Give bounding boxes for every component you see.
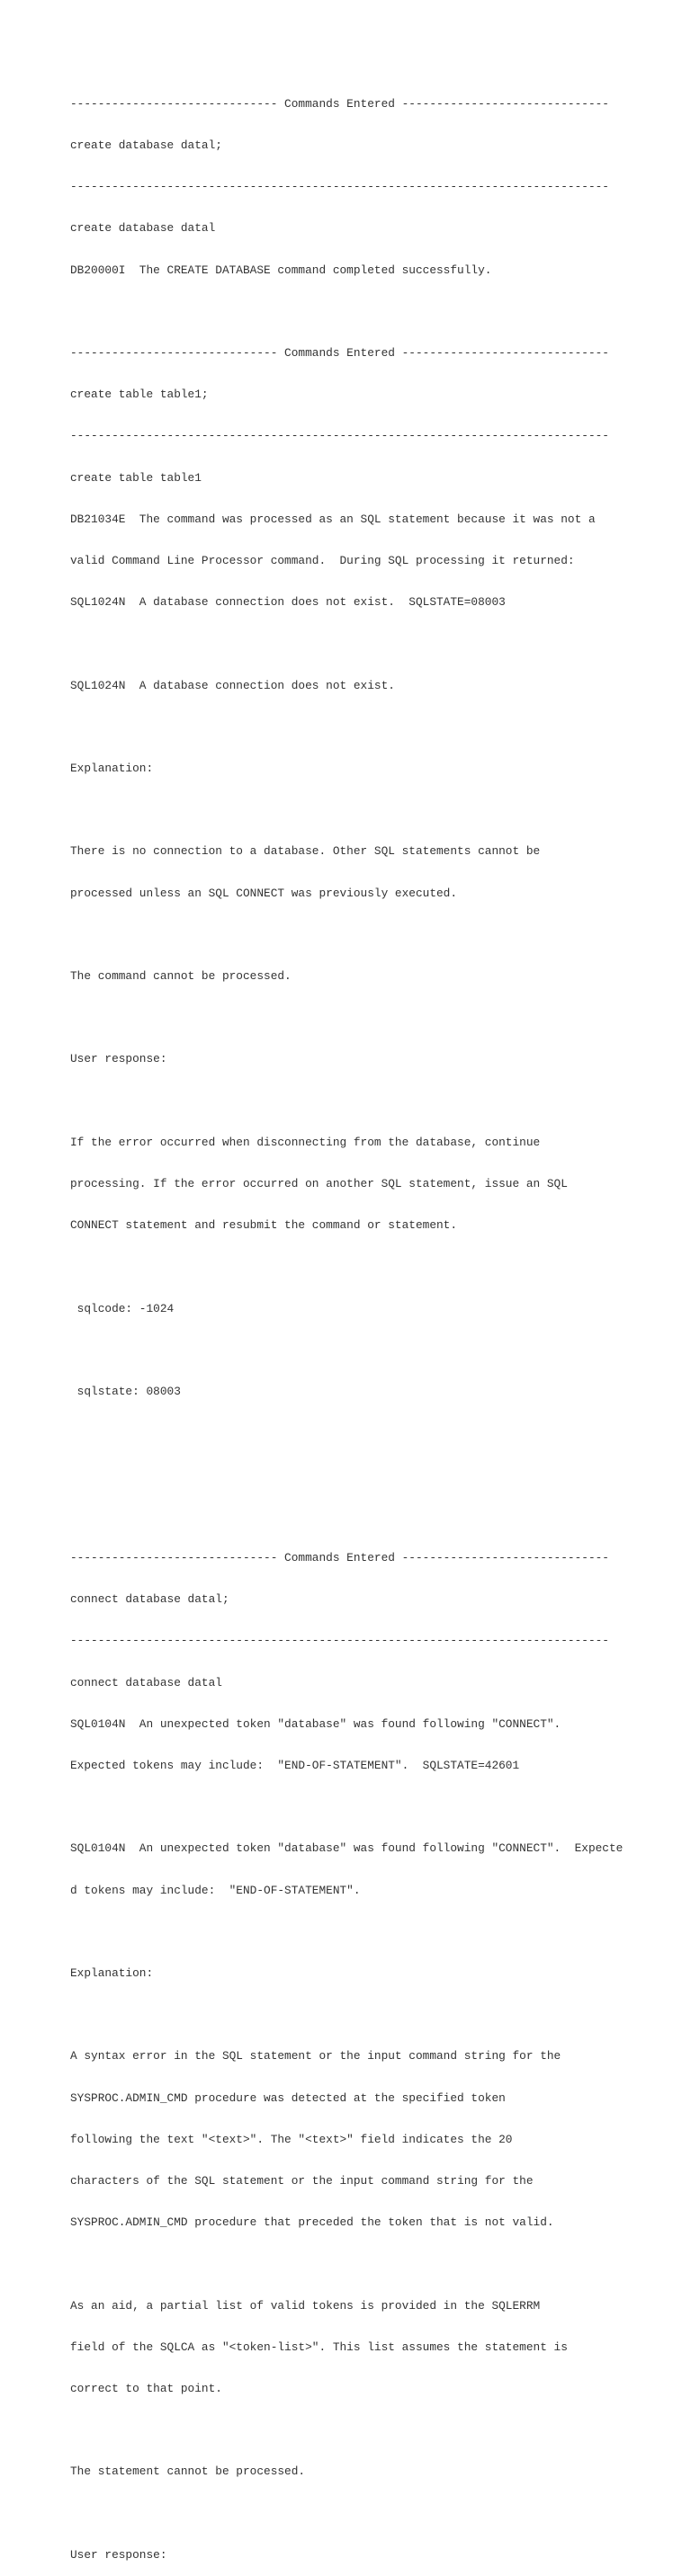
- text-line: SQL1024N A database connection does not exist.: [70, 678, 395, 692]
- text-line: sqlstate: 08003: [70, 1385, 181, 1399]
- text-line: ------------------------------ Commands Entered ------------------------------: [70, 346, 609, 361]
- text-line: ------------------------------ Commands Entered ------------------------------: [70, 96, 609, 111]
- text-line: [70, 1094, 682, 1108]
- text-line: CONNECT statement and resubmit the command or statement.: [70, 1218, 458, 1233]
- text-line: sqlcode: -1024: [70, 1301, 175, 1315]
- text-line: The statement cannot be processed.: [70, 2465, 306, 2479]
- text-line: [70, 305, 682, 318]
- text-line: ------------------------------ Commands Entered ------------------------------: [70, 1550, 609, 1564]
- text-line: There is no connection to a database. Other SQL statements cannot be: [70, 844, 541, 859]
- text-line: A syntax error in the SQL statement or the input command string for the: [70, 2049, 561, 2063]
- text-line: [70, 1800, 682, 1814]
- text-line: [70, 1510, 682, 1523]
- text-line: valid Command Line Processor command. During SQL processing it returned:: [70, 554, 575, 568]
- text-line: connect database datal;: [70, 1592, 229, 1607]
- command-output-log: [70, 69, 682, 2576]
- text-line: d tokens may include: "END-OF-STATEMENT".: [70, 1883, 361, 1897]
- text-line: [70, 1343, 682, 1357]
- text-line: Expected tokens may include: "END-OF-STATEMENT". SQLSTATE=42601: [70, 1758, 520, 1772]
- text-line: characters of the SQL statement or the input command string for the: [70, 2173, 534, 2188]
- text-line: Explanation:: [70, 762, 154, 776]
- text-line: processed unless an SQL CONNECT was previously executed.: [70, 886, 458, 900]
- text-line: SQL0104N An unexpected token "database" was found following "CONNECT".: [70, 1716, 561, 1731]
- text-line: create database datal;: [70, 138, 222, 153]
- text-line: [70, 2423, 682, 2437]
- text-line: [70, 2507, 682, 2520]
- text-line: [70, 720, 682, 734]
- text-line: The command cannot be processed.: [70, 969, 292, 984]
- text-line: connect database datal: [70, 1675, 222, 1689]
- text-line: SQL0104N An unexpected token "database" was found following "CONNECT". Expecte: [70, 1841, 624, 1856]
- text-line: [70, 1426, 682, 1440]
- text-line: [70, 1261, 682, 1274]
- text-line: SYSPROC.ADMIN_CMD procedure that preceded the token that is not valid.: [70, 2215, 554, 2230]
- text-line: [70, 928, 682, 941]
- text-line: field of the SQLCA as "<token-list>". This list assumes the statement is: [70, 2340, 568, 2354]
- text-line: User response:: [70, 2547, 167, 2562]
- text-line: following the text "<text>". The "<text>" field indicates the 20: [70, 2132, 513, 2146]
- text-line: [70, 1925, 682, 1939]
- text-line: Explanation:: [70, 1965, 154, 1980]
- text-line: [70, 2008, 682, 2021]
- text-line: If the error occurred when disconnecting from the database, continue: [70, 1135, 541, 1149]
- text-line: create database datal: [70, 221, 216, 236]
- text-line: SQL1024N A database connection does not exist. SQLSTATE=08003: [70, 595, 506, 610]
- text-line: ------------------------------------------------------------------------------: [70, 180, 609, 194]
- text-line: ------------------------------------------------------------------------------: [70, 1634, 609, 1648]
- text-line: correct to that point.: [70, 2381, 222, 2395]
- text-line: ------------------------------------------------------------------------------: [70, 429, 609, 443]
- text-line: User response:: [70, 1052, 167, 1066]
- text-line: [70, 637, 682, 650]
- text-line: [70, 1011, 682, 1024]
- text-line: DB21034E The command was processed as an SQL statement because it was not a: [70, 512, 596, 526]
- text-line: DB20000I The CREATE DATABASE command completed successfully.: [70, 263, 492, 277]
- text-line: SYSPROC.ADMIN_CMD procedure was detected at the specified token: [70, 2090, 506, 2105]
- text-line: [70, 1468, 682, 1482]
- text-line: create table table1;: [70, 388, 209, 402]
- text-line: As an aid, a partial list of valid tokens is provided in the SQLERRM: [70, 2298, 541, 2313]
- text-line: create table table1: [70, 470, 202, 485]
- text-line: [70, 803, 682, 816]
- text-line: [70, 2257, 682, 2270]
- text-line: processing. If the error occurred on another SQL statement, issue an SQL: [70, 1177, 568, 1191]
